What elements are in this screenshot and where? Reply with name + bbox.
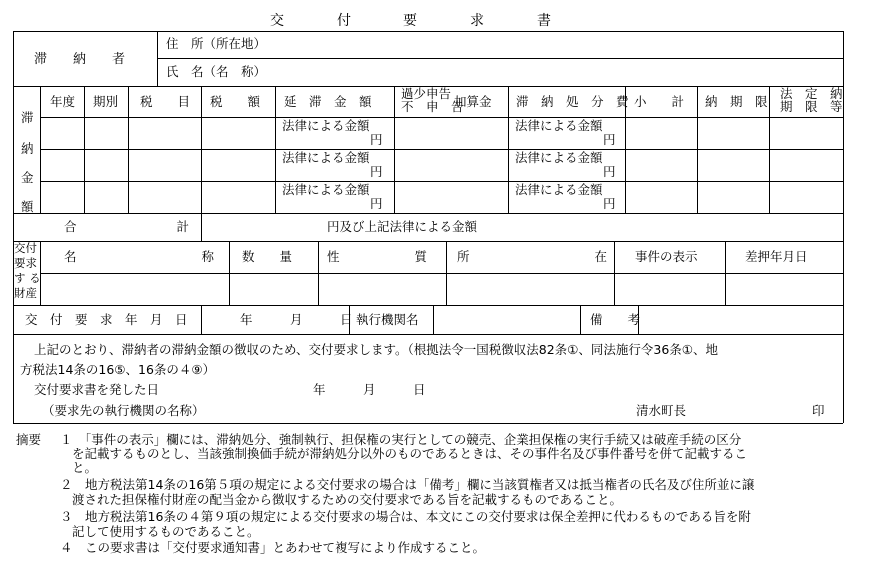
agency-label: 執行機関名 [356,312,419,327]
disposition-law-amount: 法律による金額 [515,182,603,197]
property-header-case: 事件の表示 [635,249,698,264]
delinquency-yen: 円 [370,196,383,211]
side-text: 要求 [14,256,37,270]
side-text: 財産 [14,286,37,300]
delinquency-yen: 円 [370,132,383,147]
request-date-value: 年 月 日 [240,312,353,327]
header-year: 年度 [50,94,76,109]
note-line: 渡された担保権付財産の配当金から徴収するための交付要求である旨を記載するものであること。 [72,492,623,507]
delinquency-law-amount: 法律による金額 [282,118,370,133]
header-addition-2: 不 申 告 [401,99,464,114]
property-header-name: 名 称 [64,249,215,264]
side-text: す る [14,271,41,285]
side-char: 額 [21,199,34,214]
disposition-law-amount: 法律による金額 [515,118,603,133]
header-due-date: 納 期 限 [705,94,768,109]
delinquency-yen: 円 [370,164,383,179]
header-period: 期別 [93,94,119,109]
total-text: 円及び上記法律による金額 [327,219,478,234]
statement-line-2: 方税法14条の16⑤、16条の４⑨） [20,362,216,377]
title-char: 要 [403,13,417,29]
note-line: １ 「事件の表示」欄には、滞納処分、強制執行、担保権の実行としての競売、企業担保権の実行手続又は破産手続の区分 [60,432,742,447]
property-header-seizure-date: 差押年月日 [745,249,808,264]
title-char: 交 [270,13,284,29]
total-label: 合 計 [64,219,190,234]
notes-heading: 摘要 [16,432,42,447]
title-char: 求 [470,13,484,29]
request-date-label: 交 付 要 求 年 月 日 [25,312,188,327]
side-char: 金 [21,170,34,185]
disposition-yen: 円 [603,132,616,147]
title-char: 書 [537,13,551,29]
title-char: 付 [337,13,351,29]
disposition-law-amount: 法律による金額 [515,150,603,165]
header-tax-amount: 税 額 [210,94,261,109]
note-line: と。 [72,460,98,475]
property-header-location: 所 在 [457,249,608,264]
remarks-label: 備 考 [590,312,641,327]
recipient-agency-label: （要求先の執行機関の名称） [42,403,205,418]
note-line: ４ この要求書は「交付要求通知書」とあわせて複写により作成すること。 [60,540,486,555]
header-delinquency: 延 滞 金 額 [284,94,372,109]
delinquency-law-amount: 法律による金額 [282,150,370,165]
seal-mark: 印 [812,403,825,418]
header-statutory-2: 期 限 等 [780,99,843,114]
note-line: ３ 地方税法第16条の４第９項の規定による交付要求の場合は、本文にこの交付要求は保全差押に代わるものである旨を附 [60,509,751,524]
side-char: 滞 [21,110,34,125]
note-line: を記載するものとし、当該強制換価手続が滞納処分以外のものであるときは、その事件名及び事件番号を併て記載するこ [72,446,748,461]
header-tax-item: 税 目 [140,94,191,109]
side-text: 交付 [14,241,37,255]
header-subtotal: 小 計 [634,94,685,109]
disposition-yen: 円 [603,196,616,211]
side-char: 納 [21,141,34,156]
delinquency-law-amount: 法律による金額 [282,182,370,197]
mayor-name: 清水町長 [636,403,687,418]
header-statutory-1: 法 定 納 [780,86,843,101]
property-header-quality: 性 質 [327,249,428,264]
header-addition-3: 加算金 [454,94,492,109]
sent-date-value: 年 月 日 [313,382,426,397]
header-addition-1: 過少申告 [401,86,452,101]
sent-date-label: 交付要求書を発した日 [34,382,160,397]
statement-line-1: 上記のとおり、滞納者の滞納金額の徴収のため、交付要求します。（根拠法令一国税徴収法82条①、同法施行令36条①、地 [34,342,718,357]
note-line: 記して使用するものであること。 [72,524,260,539]
property-header-quantity: 数 量 [242,249,293,264]
taxpayer-label: 滞 納 者 [34,52,126,67]
taxpayer-name-label: 氏 名（名 称） [166,64,267,79]
header-disposition-cost: 滞 納 処 分 費 [516,94,629,109]
disposition-yen: 円 [603,164,616,179]
taxpayer-address-label: 住 所（所在地） [166,36,267,51]
note-line: ２ 地方税法第14条の16第５項の規定による交付要求の場合は「備考」欄に当該質権者又は抵当権者の氏名及び住所並に譲 [60,477,755,492]
